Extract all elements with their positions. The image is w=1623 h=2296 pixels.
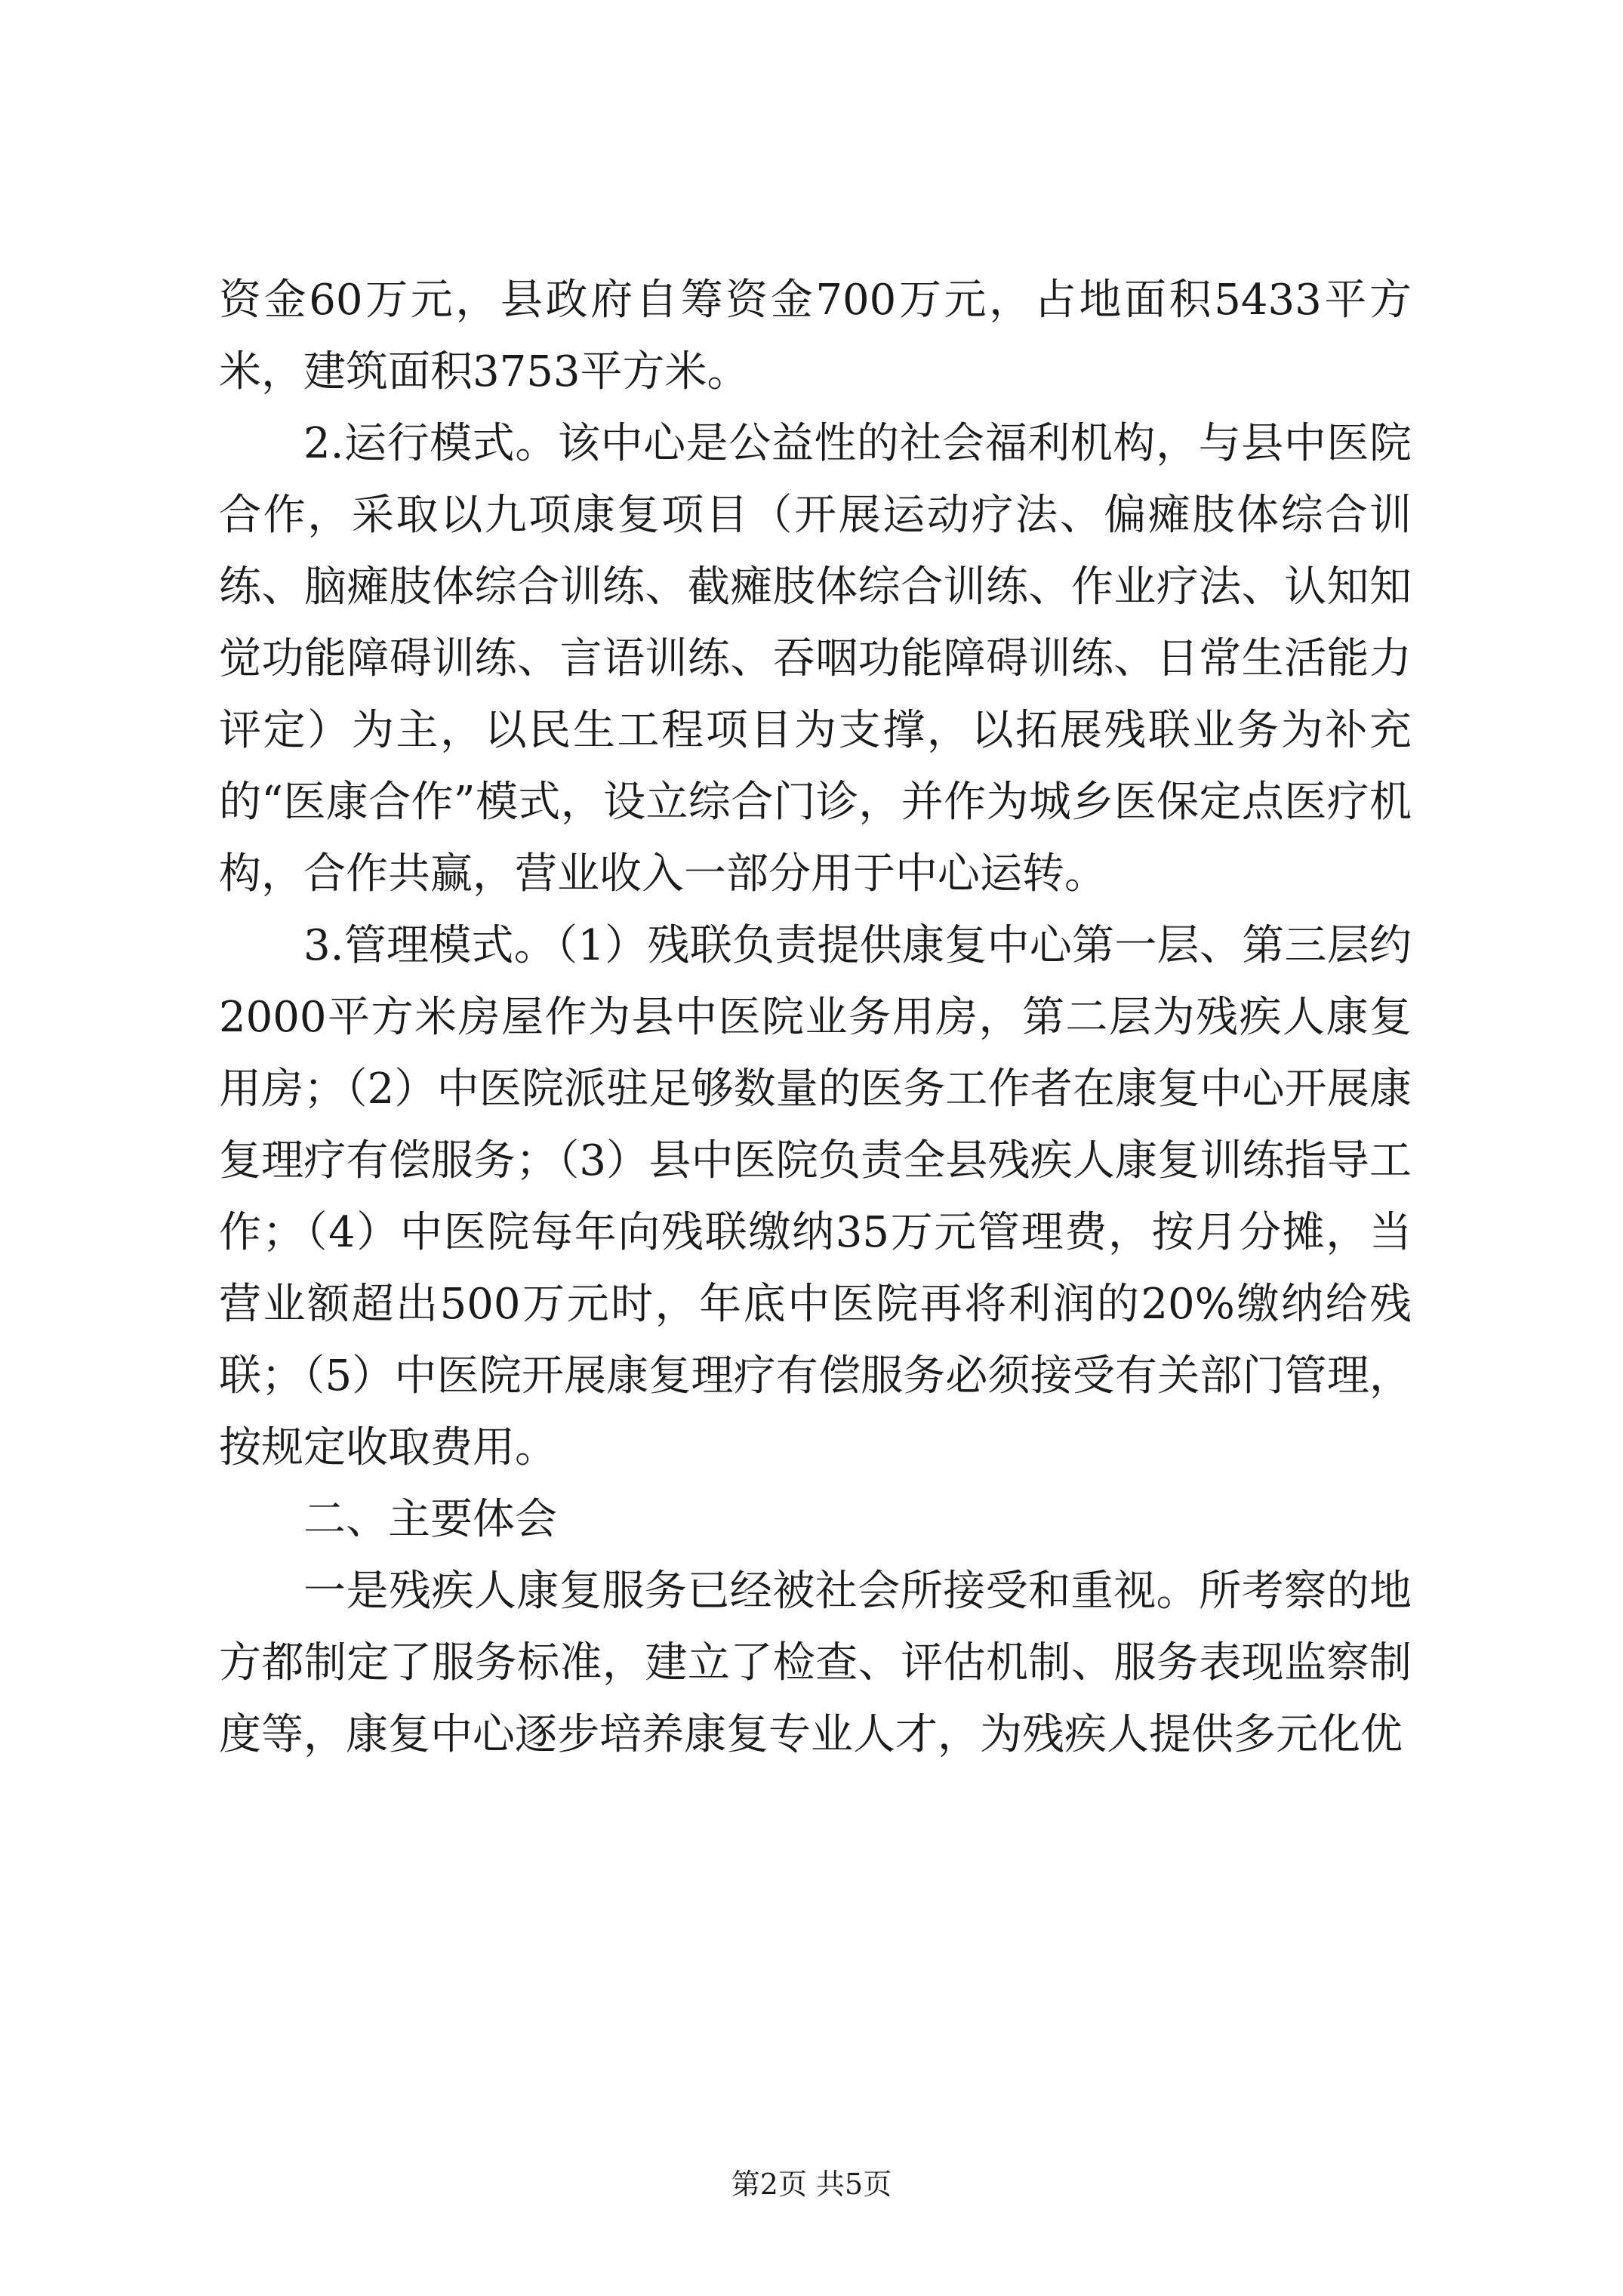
paragraph-funding: 资金60万元，县政府自筹资金700万元，占地面积5433平方米，建筑面积3753平方米。 (219, 276, 1412, 396)
section-heading: 二、主要体会 (303, 1495, 557, 1544)
document-body (219, 264, 1412, 1771)
page-footer: 第2页 共5页 (731, 2168, 892, 2201)
paragraph-operation-mode: 2.运行模式。该中心是公益性的社会福利机构，与县中医院合作，采取以九项康复项目（开展运动疗法、偏瘫肢体综合训练、脑瘫肢体综合训练、截瘫肢体综合训练、作业疗法、认知知觉功能障碍训练、言语训练、吞咽功能障碍训练、日常生活能力评定）为主，以民生工程项目为支撑，以拓展残联业务为补充的“医康合作”模式，设立综合门诊，并作为城乡医保定点医疗机构，合作共赢，营业收入一部分用于中心运转。 (219, 419, 1412, 898)
paragraph-experience-one: 一是残疾人康复服务已经被社会所接受和重视。所考察的地方都制定了服务标准，建立了检查、评估机制、服务表现监察制度等，康复中心逐步培养康复专业人才，为残疾人提供多元化优 (219, 1567, 1412, 1759)
paragraph-management-mode: 3.管理模式。（1）残联负责提供康复中心第一层、第三层约2000平方米房屋作为县中医院业务用房，第二层为残疾人康复用房；（2）中医院派驻足够数量的医务工作者在康复中心开展康复理疗有偿服务；（3）县中医院负责全县残疾人康复训练指导工作；（4）中医院每年向残联缴纳35万元管理费，按月分摊，当营业额超出500万元时，年底中医院再将利润的20%缴纳给残联；（5）中医院开展康复理疗有偿服务必须接受有关部门管理，按规定收取费用。 (219, 921, 1412, 1472)
